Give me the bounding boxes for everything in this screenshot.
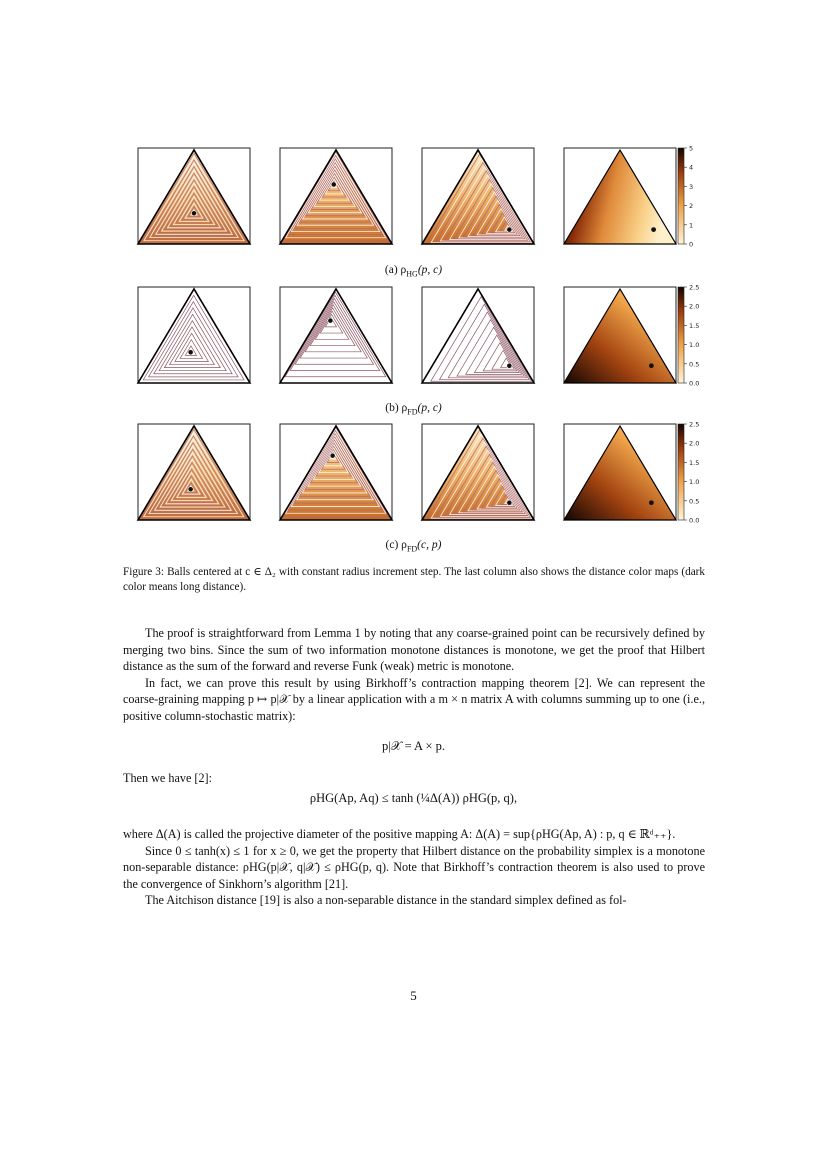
colorbar-tick-label: 1.5	[689, 458, 700, 467]
simplex-fill	[280, 289, 392, 383]
center-point	[507, 227, 512, 232]
center-point	[649, 363, 654, 368]
subcaption-a: (a) $\rho_{HG}(p$, c)	[384, 264, 443, 279]
colorbar-tick-label: 4	[689, 163, 694, 172]
colorbar-tick-label: 0.5	[689, 360, 700, 369]
distance-color-map	[564, 289, 676, 383]
page-number: 5	[410, 988, 417, 1003]
distance-color-map	[564, 150, 676, 244]
distance-color-map	[564, 426, 676, 520]
center-point	[507, 500, 512, 505]
equation-2: ρHG(Ap, Aq) ≤ tanh (¼Δ(A)) ρHG(p, q),	[309, 791, 518, 805]
center-point	[651, 227, 656, 232]
paragraph-5: Since 0 ≤ tanh(x) ≤ 1 for x ≥ 0, we get the property that Hilbert distance on the probability simplex is a monotone non-separable distance: ρHG(p|𝒳, q|𝒳) ≤ ρHG(p, q). Note that Birkhoff’s contraction theorem is also used to prove the convergence of Sinkhorn’s algorithm [21].	[123, 843, 705, 891]
paragraph-2: In fact, we can prove this result by using Birkhoff’s contraction mapping theorem [2]. We can represent the coarse-graining mapping p ↦ p|𝒳 by a linear application with a m × n matrix A with columns summing up to one (i.e., positive column-stochastic matrix):	[123, 675, 705, 723]
center-point	[191, 211, 196, 216]
colorbar-tick-label: 2.0	[689, 439, 700, 448]
center-point	[188, 487, 193, 492]
equation-1: p|𝒳 = A × p.	[381, 739, 446, 753]
center-point	[649, 500, 654, 505]
colorbar-tick-label: 1.0	[689, 478, 700, 487]
paragraph-6: The Aitchison distance [19] is also a non-separable distance in the standard simplex defined as fol-	[145, 893, 627, 907]
figure-caption: Figure 3: Balls centered at c ∈ Δ₂ with constant radius increment step. The last column also shows the distance color maps (dark color means long distance).	[123, 566, 705, 593]
colorbar-tick-label: 5	[689, 144, 694, 153]
colorbar-tick-label: 1	[689, 221, 694, 230]
paragraph-4: where Δ(A) is called the projective diameter of the positive mapping A: Δ(A) = sup{ρHG(Ap, A) : p, q ∈ ℝᵈ₊₊}.	[123, 827, 676, 841]
colorbar	[678, 424, 684, 520]
colorbar	[678, 148, 684, 244]
subcaption-c: (c) $\rho_{FD}(c$, p)	[385, 539, 442, 554]
center-point	[330, 453, 335, 458]
center-point	[331, 182, 336, 187]
colorbar-tick-label: 0	[689, 240, 694, 249]
colorbar-tick-label: 2.5	[689, 283, 700, 292]
center-point	[507, 363, 512, 368]
colorbar-tick-label: 2.5	[689, 420, 700, 429]
colorbar-tick-label: 2.0	[689, 302, 700, 311]
colorbar-tick-label: 1.5	[689, 321, 700, 330]
colorbar-tick-label: 3	[689, 182, 694, 191]
colorbar	[678, 287, 684, 383]
colorbar-tick-label: 0.0	[689, 379, 700, 388]
center-point	[188, 350, 193, 355]
paragraph-1: The proof is straightforward from Lemma 1 by noting that any coarse-grained point can be recursively defined by merging two bins. Since the sum of two information monotone distances is monotone, we get the proof that Hilbert distance as the sum of the forward and reverse Funk (weak) metric is monotone.	[123, 626, 705, 673]
figure-3	[0, 0, 827, 560]
paragraph-3: Then we have [2]:	[123, 771, 212, 785]
center-point	[328, 318, 333, 323]
colorbar-tick-label: 0.5	[689, 497, 700, 506]
body-text-2	[123, 826, 705, 909]
colorbar-tick-label: 0.0	[689, 516, 700, 525]
colorbar-tick-label: 1.0	[689, 341, 700, 350]
colorbar-tick-label: 2	[689, 202, 694, 211]
subcaption-b: (b) $\rho_{FD}(p$, c)	[385, 402, 442, 417]
body-text	[123, 625, 705, 724]
